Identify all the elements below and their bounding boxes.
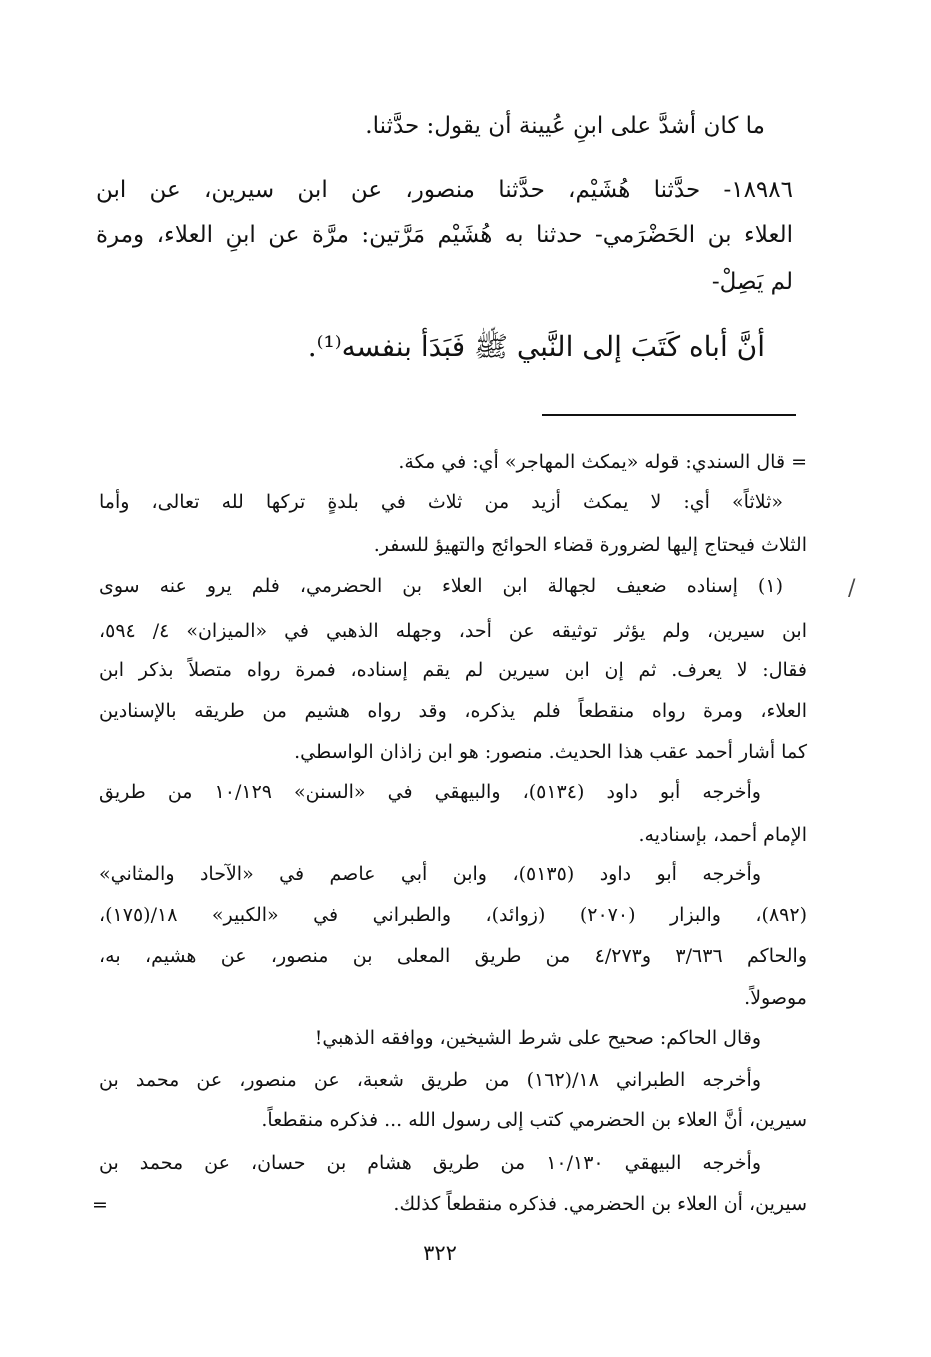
page-number: ٣٢٢ <box>423 1241 457 1265</box>
footnote-line: (٨٩٢)، والبزار (٢٠٧٠) (زوائد)، والطبراني في «الكبير» ١٨/(١٧٥)، <box>99 904 807 926</box>
footnote-line: موصولاً. <box>744 987 807 1009</box>
footnote-line: = قال السندي: قوله «يمكث المهاجر» أي: في مكة. <box>398 451 807 473</box>
footnote-line: «ثلاثاً» أي: لا يمكث أزيد من ثلاث في بلدةٍ تركها لله تعالى، وأما <box>99 491 783 513</box>
continuation-mark: = <box>92 1194 108 1216</box>
footnote-line: الإمام أحمد، بإسناديه. <box>638 824 807 846</box>
main-text-line: ما كان أشدَّ على ابنِ عُيينة أن يقول: حدَّثنا. <box>365 113 765 139</box>
hadith-isnad-line: ١٨٩٨٦- حدَّثنا هُشَيْم، حدَّثنا منصور، عن ابن سيرين، عن ابن <box>96 177 793 203</box>
footnote-line: وأخرجه الطبراني ١٨/(١٦٢) من طريق شعبة، عن منصور، عن محمد بن <box>99 1069 762 1091</box>
footnote-separator <box>542 414 796 416</box>
hadith-isnad-line: العلاء بن الحَضْرَمي- حدثنا به هُشَيْم مَرَّتين: مرَّة عن ابنِ العلاء، ومرة <box>96 222 793 248</box>
footnote-line: وأخرجه أبو داود (٥١٣٥)، وابن أبي عاصم في «الآحاد والمثاني» <box>99 863 762 885</box>
footnote-line: الثلاث فيحتاج إليها لضرورة قضاء الحوائج والتهيؤ للسفر. <box>373 534 807 556</box>
footnote-line: العلاء، ومرة رواه منقطعاً فلم يذكره، وقد رواه هشيم من طريقه بالإسنادين <box>99 700 807 722</box>
footnote-line: ابن سيرين، ولم يؤثر توثيقه عن أحد، وجهله الذهبي في «الميزان» ٤/ ٥٩٤، <box>99 620 807 642</box>
footnote-line: سيرين، أنَّ العلاء بن الحضرمي كتب إلى رسول الله ... فذكره منقطعاً. <box>261 1109 807 1131</box>
footnote-line: وقال الحاكم: صحيح على شرط الشيخين، ووافقه الذهبي! <box>314 1027 761 1049</box>
footnote-line: وأخرجه أبو داود (٥١٣٤)، والبيهقي في «السنن» ١٠/١٢٩ من طريق <box>99 781 761 803</box>
footnote-line: (١) إسناده ضعيف لجهالة ابن العلاء بن الحضرمي، فلم يرو عنه سوى <box>99 575 783 597</box>
margin-mark: / <box>848 576 856 601</box>
hadith-isnad-line: لم يَصِلْ- <box>711 269 793 295</box>
footnote-line: سيرين، أن العلاء بن الحضرمي. فذكره منقطعاً كذلك. <box>393 1193 807 1215</box>
footnote-line: كما أشار أحمد عقب هذا الحديث. منصور: هو ابن زاذان الواسطي. <box>294 741 807 763</box>
footnote-line: وأخرجه البيهقي ١٠/١٣٠ من طريق هشام بن حسان، عن محمد بن <box>99 1152 761 1174</box>
footnote-line: فقال: لا يعرف. ثم إن ابن سيرين لم يقم إسناده، فمرة رواه متصلاً بذكر ابن <box>99 659 807 681</box>
footnote-line: والحاكم ٣/٦٣٦ و٤/٢٧٣ من طريق المعلى بن منصور، عن هشيم، به، <box>99 945 807 967</box>
hadith-matn-line: أنَّ أباه كَتَبَ إلى النَّبي ﷺ فَبَدَأ بنفسه⁽¹⁾. <box>307 330 765 363</box>
